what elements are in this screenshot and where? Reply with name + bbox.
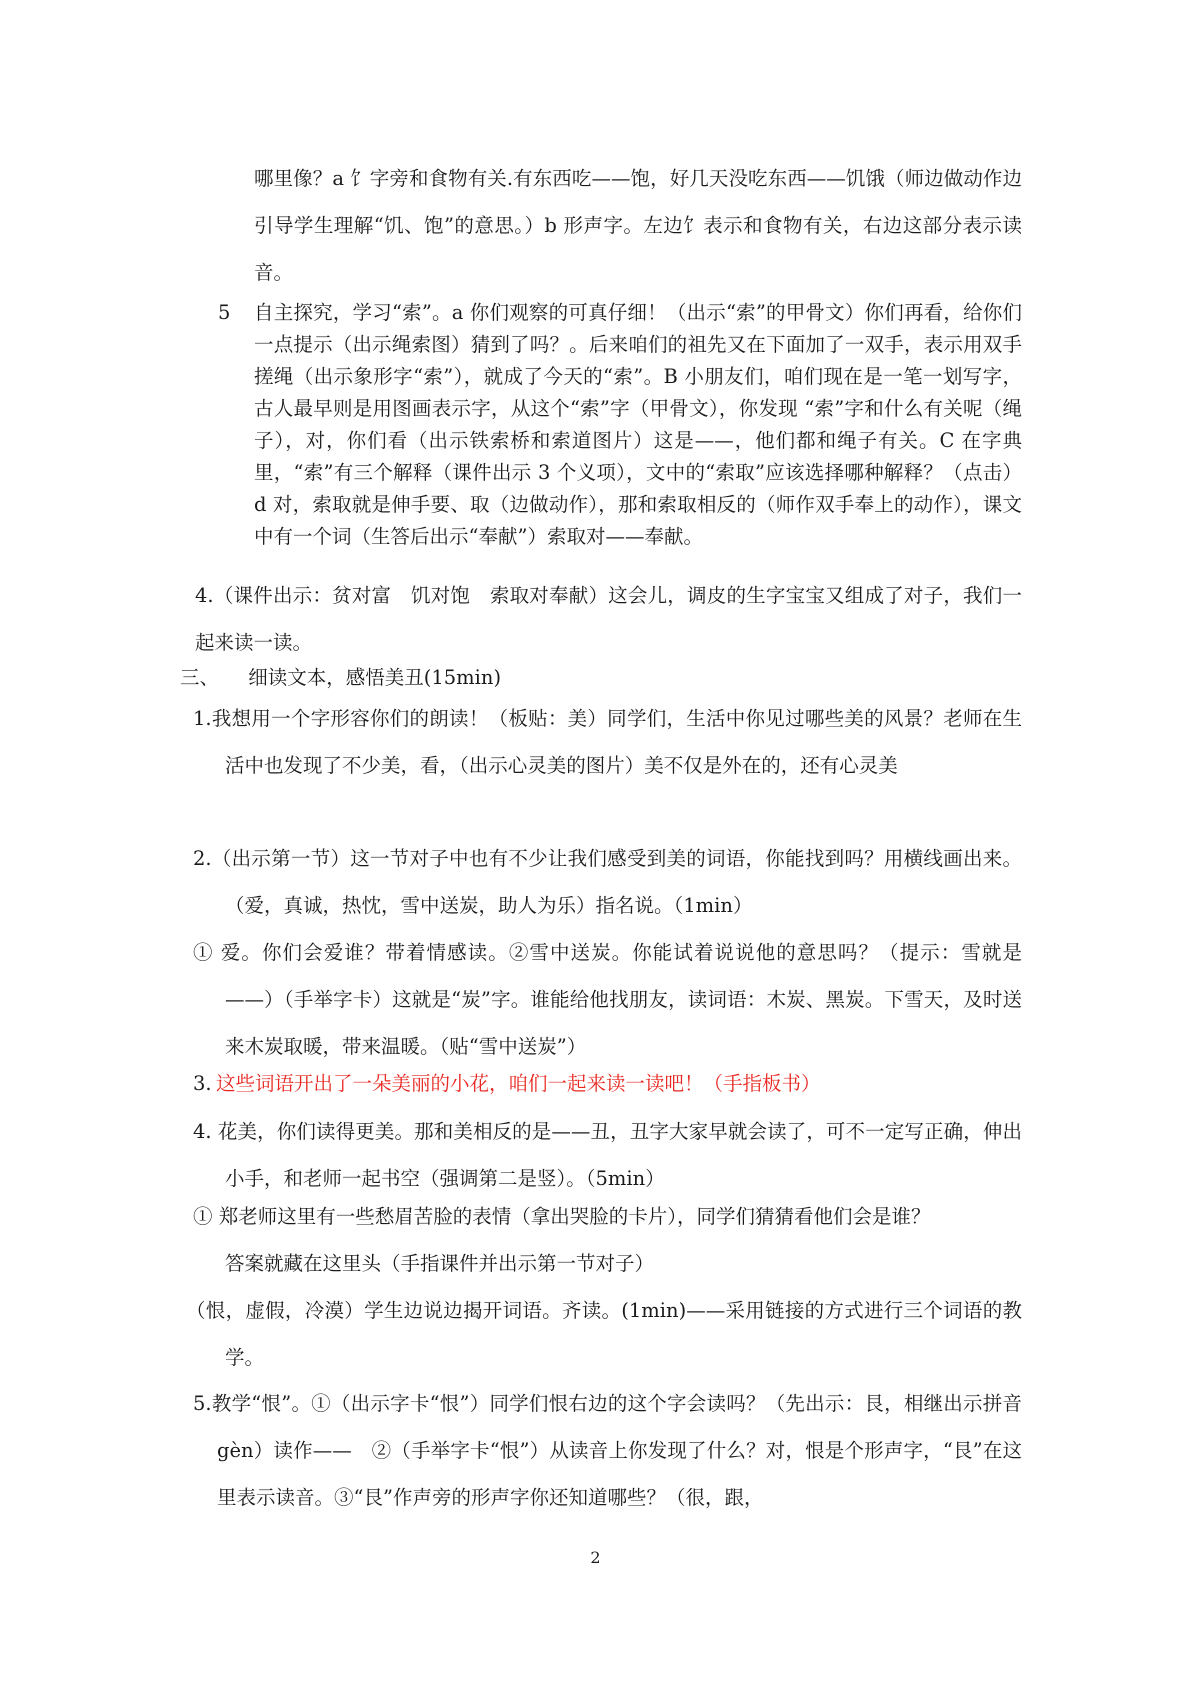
- paragraph-answer-hidden: 答案就藏在这里头（手指课件并出示第一节对子）: [225, 1252, 655, 1275]
- section-heading-three: 三、 细读文本，感悟美丑(15min): [180, 666, 502, 689]
- paragraph-first-section: 2.（出示第一节）这一节对子中也有不少让我们感受到美的词语，你能找到吗？用横线画出来。（爱，真诚，热忱，雪中送炭，助人为乐）指名说。（1min）: [193, 847, 1022, 917]
- paragraph-suo-exploration: 自主探究，学习“索”。a 你们观察的可真仔细！（出示“索”的甲骨文）你们再看，给你们一点提示（出示绳索图）猜到了吗？。后来咱们的祖先又在下面加了一双手，表示用双手搓绳（出示象形字“索”），就成了今天的“索”。B 小朋友们，咱们现在是一笔一划写字，古人最早则是用图画表示字，从这个“索”字（甲骨文），你发现 “索”字和什么有关呢（绳子），对，你们看（出示铁索桥和索道图片）这是——，他们都和绳子有关。C 在字典里，“索”有三个解释（课件出示 3 个义项），文中的“索取”应该选择哪种解释？（点击）d 对，索取就是伸手要、取（边做动作），那和索取相反的（师作双手奉上的动作），课文中有一个词（生答后出示“奉献”）索取对——奉献。: [254, 301, 1022, 548]
- paragraph-courseware-pairs: 4.（课件出示：贫对富 饥对饱 索取对奉献）这会儿，调皮的生字宝宝又组成了对子，我们一起来读一读。: [195, 584, 1022, 654]
- paragraph-hate-false-cold: （恨，虚假，冷漠）学生边说边揭开词语。齐读。(1min)——采用链接的方式进行三个词语的教学。: [186, 1299, 1022, 1369]
- paragraph-ugly-character: 4. 花美，你们读得更美。那和美相反的是——丑，丑字大家早就会读了，可不一定写正确，伸出小手，和老师一起书空（强调第二是竖）。（5min）: [193, 1120, 1022, 1190]
- paragraph-beauty-intro: 1.我想用一个字形容你们的朗读！（板贴：美）同学们，生活中你见过哪些美的风景？老师在生活中也发现了不少美，看，（出示心灵美的图片）美不仅是外在的，还有心灵美: [193, 707, 1022, 777]
- paragraph-teach-hen: 5.教学“恨”。①（出示字卡“恨”）同学们恨右边的这个字会读吗？（先出示：艮，相继出示拼音 gèn）读作—— ②（手举字卡“恨”）从读音上你发现了什么？对，恨是个形声字，“艮”在这里表示读音。③“艮”作声旁的形声字你还知道哪些？（很，跟，: [193, 1392, 1022, 1509]
- list-marker-5: 5: [218, 301, 231, 324]
- list-marker-3: 3.: [193, 1072, 212, 1095]
- paragraph-rao-fan-explanation: 哪里像？a 饣字旁和食物有关.有东西吃——饱，好几天没吃东西——饥饿（师边做动作边引导学生理解“饥、饱”的意思。）b 形声字。左边饣表示和食物有关，右边这部分表示读音。: [254, 167, 1022, 284]
- page-number: 2: [590, 1548, 601, 1567]
- paragraph-sad-faces: ① 郑老师这里有一些愁眉苦脸的表情（拿出哭脸的卡片），同学们猜猜看他们会是谁？: [193, 1205, 931, 1228]
- paragraph-love-charcoal: ① 爱。你们会爱谁？带着情感读。②雪中送炭。你能试着说说他的意思吗？（提示：雪就是——）（手举字卡）这就是“炭”字。谁能给他找朋友，读词语：木炭、黑炭。下雪天，及时送来木炭取暖，带来温暖。（贴“雪中送炭”）: [193, 941, 1022, 1058]
- paragraph-read-flower-words: 这些词语开出了一朵美丽的小花，咱们一起来读一读吧！（手指板书）: [216, 1072, 821, 1095]
